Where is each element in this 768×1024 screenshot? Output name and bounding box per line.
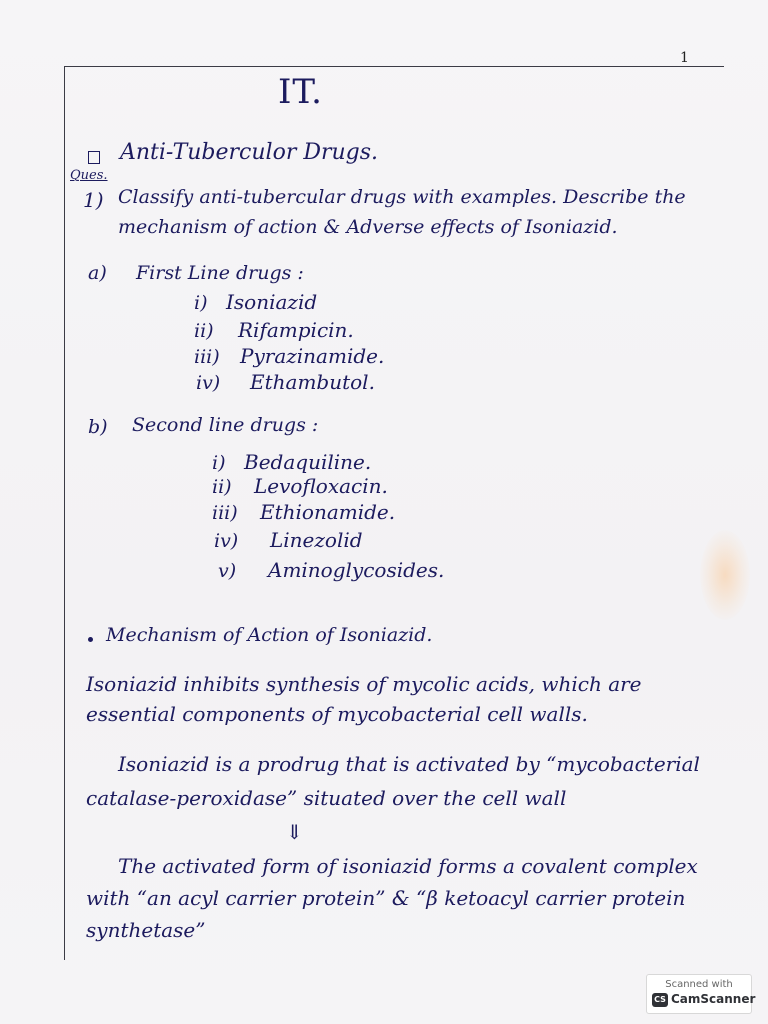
second-line-item-text: Levofloxacin. xyxy=(254,474,388,498)
paper-stain xyxy=(700,530,750,620)
left-margin-line xyxy=(64,66,65,960)
camscanner-logo-icon: CS xyxy=(652,993,668,1007)
mechanism-paragraph-line: with “an acyl carrier protein” & “β ketoacyl carrier protein xyxy=(86,886,686,910)
second-line-item-text: Ethionamide. xyxy=(260,500,396,524)
mechanism-paragraph-line: The activated form of isoniazid forms a covalent complex xyxy=(118,854,698,878)
first-line-item-number: iii) xyxy=(194,346,220,368)
watermark-brand: CamScanner xyxy=(671,992,756,1006)
second-line-item-text: Linezolid xyxy=(270,528,363,552)
second-line-item-text: Bedaquiline. xyxy=(244,450,372,474)
first-line-title: First Line drugs : xyxy=(136,262,304,284)
second-line-item-number: ii) xyxy=(212,476,232,498)
mechanism-title: Mechanism of Action of Isoniazid. xyxy=(106,624,433,646)
topic-title: Anti-Tuberculor Drugs. xyxy=(120,140,379,165)
question-number: 1) xyxy=(83,188,104,212)
second-line-title: Second line drugs : xyxy=(132,414,319,436)
first-line-item-text: Pyrazinamide. xyxy=(240,344,385,368)
question-text-line-2: mechanism of action & Adverse effects of Isoniazid. xyxy=(118,216,618,238)
first-line-item-number: ii) xyxy=(194,320,214,342)
first-line-item-text: Isoniazid xyxy=(226,290,318,314)
second-line-item-text: Aminoglycosides. xyxy=(268,558,445,582)
camscanner-watermark xyxy=(646,974,756,1014)
mechanism-paragraph-line: Isoniazid inhibits synthesis of mycolic acids, which are xyxy=(86,672,642,696)
second-line-item-number: i) xyxy=(212,452,226,474)
top-margin-line xyxy=(64,66,724,67)
second-line-item-number: iii) xyxy=(212,502,238,524)
mechanism-paragraph-line: synthetase” xyxy=(86,918,206,942)
first-line-label: a) xyxy=(88,262,107,284)
checkbox-icon xyxy=(88,151,100,164)
second-line-label: b) xyxy=(88,416,108,438)
first-line-item-text: Rifampicin. xyxy=(238,318,354,342)
second-line-item-number: iv) xyxy=(214,530,239,552)
mechanism-paragraph-line: essential components of mycobacterial cell walls. xyxy=(86,702,588,726)
mechanism-paragraph-line: Isoniazid is a prodrug that is activated by “mycobacterial xyxy=(118,752,700,776)
watermark-caption: Scanned with xyxy=(665,979,733,990)
first-line-item-number: i) xyxy=(194,292,208,314)
second-line-item-number: v) xyxy=(218,560,237,582)
first-line-item-text: Ethambutol. xyxy=(250,370,375,394)
question-text-line-1: Classify anti-tubercular drugs with examples. Describe the xyxy=(118,186,686,208)
bullet-dot xyxy=(88,637,93,642)
page-heading: IT. xyxy=(278,72,323,112)
first-line-item-number: iv) xyxy=(196,372,221,394)
double-arrow-down-icon: ⇓ xyxy=(286,820,303,844)
page-number: 1 xyxy=(680,50,689,66)
question-label: Ques. xyxy=(70,168,108,183)
mechanism-paragraph-line: catalase-peroxidase” situated over the cell wall xyxy=(86,786,567,810)
